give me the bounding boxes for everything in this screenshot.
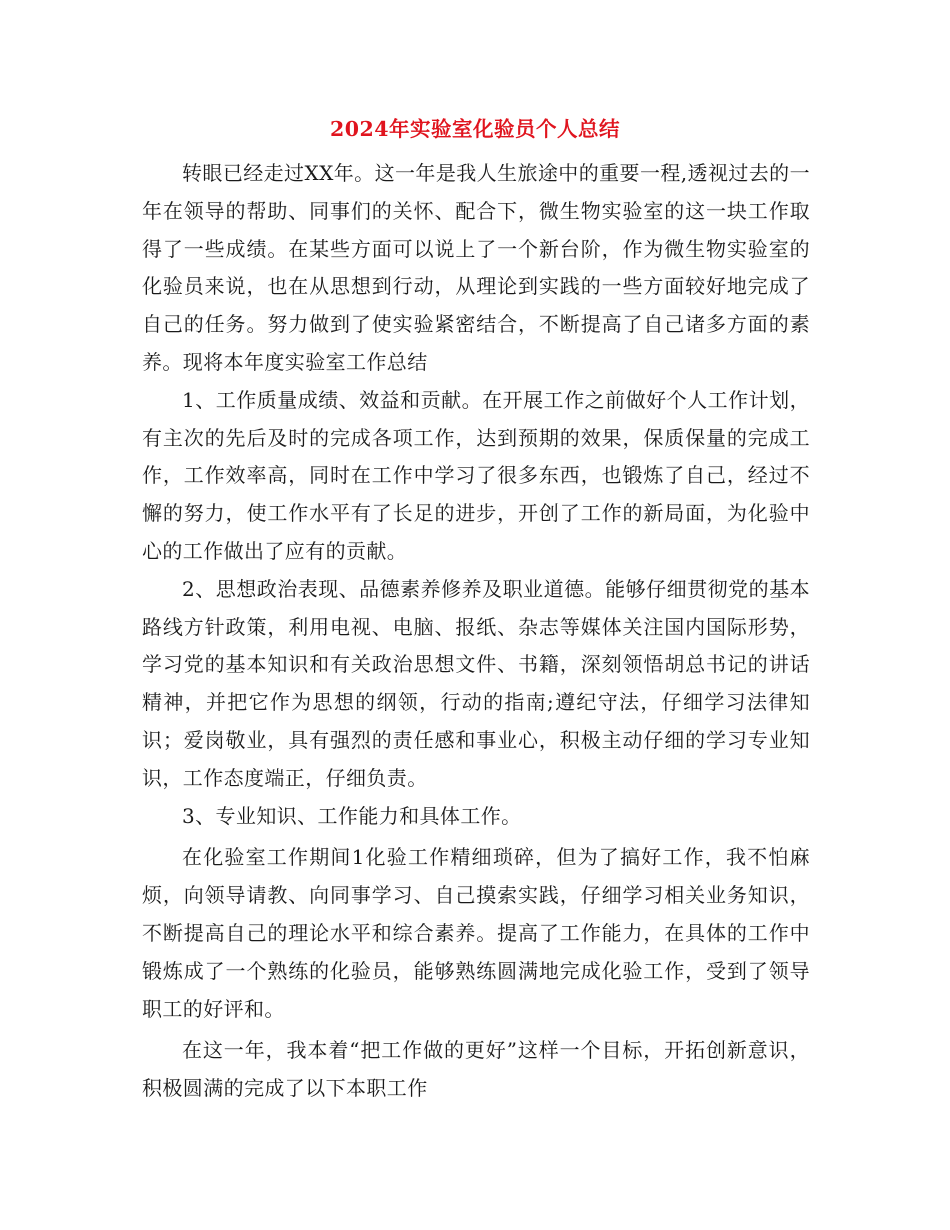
paragraph-intro: 转眼已经走过XX年。这一年是我人生旅途中的重要一程,透视过去的一年在领导的帮助、同事们的关怀、配合下，微生物实验室的这一块工作取得了一些成绩。在某些方面可以说上了一个新台阶，作为微生物实验室的化验员来说，也在从思想到行动，从理论到实践的一些方面较好地完成了自己的任务。努力做到了使实验紧密结合，不断提高了自己诸多方面的素养。现将本年度实验室工作总结 — [142, 161, 810, 374]
document-title: 2024年实验室化验员个人总结 — [329, 117, 621, 141]
document-body — [142, 155, 810, 1108]
paragraph-closing: 在这一年，我本着“把工作做的更好”这样一个目标，开拓创新意识，积极圆满的完成了以下本职工作 — [142, 1038, 810, 1101]
paragraph-section-3-heading: 3、专业知识、工作能力和具体工作。 — [182, 803, 522, 828]
paragraph-section-2: 2、思想政治表现、品德素养修养及职业道德。能够仔细贯彻党的基本路线方针政策，利用电视、电脑、报纸、杂志等媒体关注国内国际形势，学习党的基本知识和有关政治思想文件、书籍，深刻领悟胡总书记的讲话精神，并把它作为思想的纲领，行动的指南;遵纪守法，仔细学习法律知识；爱岗敬业，具有强烈的责任感和事业心，积极主动仔细的学习专业知识，工作态度端正，仔细负责。 — [142, 576, 810, 790]
paragraph-section-3-body: 在化验室工作期间1化验工作精细琐碎，但为了搞好工作，我不怕麻烦，向领导请教、向同事学习、自己摸索实践，仔细学习相关业务知识，不断提高自己的理论水平和综合素养。提高了工作能力，在具体的工作中锻炼成了一个熟练的化验员，能够熟练圆满地完成化验工作，受到了领导职工的好评和。 — [142, 845, 810, 1021]
paragraph-section-1: 1、工作质量成绩、效益和贡献。在开展工作之前做好个人工作计划，有主次的先后及时的完成各项工作，达到预期的效果，保质保量的完成工作，工作效率高，同时在工作中学习了很多东西，也锻炼了自己，经过不懈的努力，使工作水平有了长足的进步，开创了工作的新局面，为化验中心的工作做出了应有的贡献。 — [142, 387, 810, 563]
